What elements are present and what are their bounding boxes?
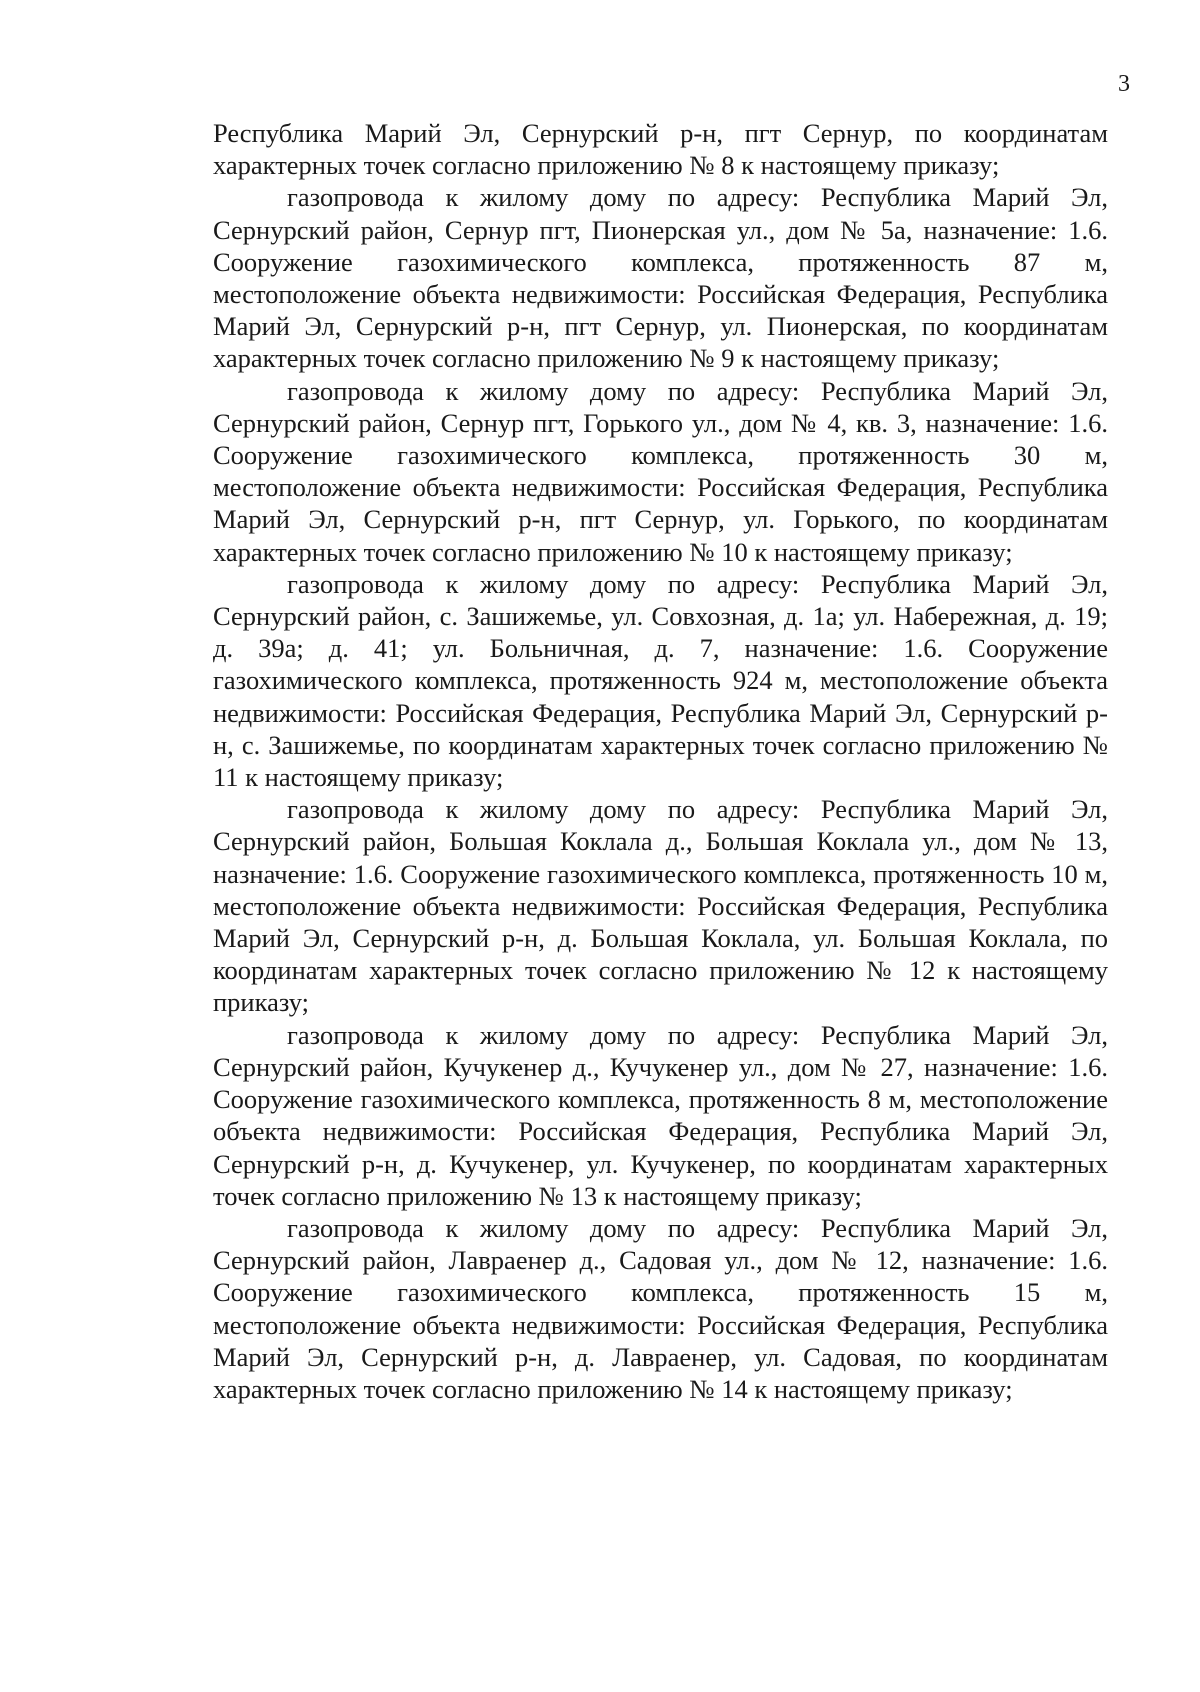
paragraph-pionerskaya: газопровода к жилому дому по адресу: Республика Марий Эл, Сернурский район, Сернур пгт, Пионерская ул., дом № 5а, назначение: 1.6. Сооружение газохимического комплекса, протяженность 87 м, местоположение объекта недвижимости: Российская Федерация, Республика Марий Эл, Сернурский р-н, пгт Сернур, ул. Пионерская, по координатам характерных точек согласно приложению № 9 к настоящему приказу; xyxy=(213,182,1108,374)
page-number: 3 xyxy=(1118,71,1130,97)
paragraph-zashizhemye: газопровода к жилому дому по адресу: Республика Марий Эл, Сернурский район, с. Зашижемье, ул. Совхозная, д. 1а; ул. Набережная, д. 19; д. 39а; д. 41; ул. Больничная, д. 7, назначение: 1.6. Сооружение газохимического комплекса, протяженность 924 м, местоположение объекта недвижимости: Российская Федерация, Республика Марий Эл, Сернурский р-н, с. Зашижемье, по координатам характерных точек согласно приложению № 11 к настоящему приказу; xyxy=(213,568,1108,793)
document-body xyxy=(213,117,1108,1405)
paragraph-bolshaya-koklala: газопровода к жилому дому по адресу: Республика Марий Эл, Сернурский район, Большая Коклала д., Большая Коклала ул., дом № 13, назначение: 1.6. Сооружение газохимического комплекса, протяженность 10 м, местоположение объекта недвижимости: Российская Федерация, Республика Марий Эл, Сернурский р-н, д. Большая Коклала, ул. Большая Коклала, по координатам характерных точек согласно приложению № 12 к настоящему приказу; xyxy=(213,794,1108,1018)
paragraph-gorkogo: газопровода к жилому дому по адресу: Республика Марий Эл, Сернурский район, Сернур пгт, Горького ул., дом № 4, кв. 3, назначение: 1.6. Сооружение газохимического комплекса, протяженность 30 м, местоположение объекта недвижимости: Российская Федерация, Республика Марий Эл, Сернурский р-н, пгт Сернур, ул. Горького, по координатам характерных точек согласно приложению № 10 к настоящему приказу; xyxy=(213,375,1108,567)
paragraph-kuchukener: газопровода к жилому дому по адресу: Республика Марий Эл, Сернурский район, Кучукенер д., Кучукенер ул., дом № 27, назначение: 1.6. Сооружение газохимического комплекса, протяженность 8 м, местоположение объекта недвижимости: Российская Федерация, Республика Марий Эл, Сернурский р-н, д. Кучукенер, ул. Кучукенер, по координатам характерных точек согласно приложению № 13 к настоящему приказу; xyxy=(213,1019,1108,1211)
paragraph-continuation: Республика Марий Эл, Сернурский р-н, пгт Сернур, по координатам характерных точек согласно приложению № 8 к настоящему приказу; xyxy=(213,118,1108,181)
paragraph-lavraener: газопровода к жилому дому по адресу: Республика Марий Эл, Сернурский район, Лавраенер д., Садовая ул., дом № 12, назначение: 1.6. Сооружение газохимического комплекса, протяженность 15 м, местоположение объекта недвижимости: Российская Федерация, Республика Марий Эл, Сернурский р-н, д. Лавраенер, ул. Садовая, по координатам характерных точек согласно приложению № 14 к настоящему приказу; xyxy=(213,1212,1108,1404)
